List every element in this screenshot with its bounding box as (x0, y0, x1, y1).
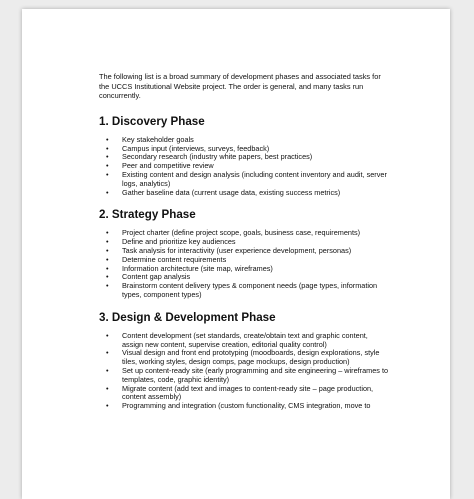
bullet-icon: • (106, 169, 109, 179)
list-item (99, 332, 389, 350)
phase-section (99, 208, 389, 299)
list-item-text: Determine content requirements (122, 254, 227, 264)
task-list (99, 136, 389, 198)
section-heading: 3. Design & Development Phase (99, 310, 276, 324)
bullet-icon: • (106, 152, 109, 162)
list-item-text: Key stakeholder goals (122, 134, 194, 144)
bullet-icon: • (106, 254, 109, 264)
document-page (22, 9, 450, 499)
task-list (99, 332, 389, 411)
list-item-text: Programming and integration (custom functionality, CMS integration, move to (122, 401, 371, 411)
bullet-icon: • (106, 161, 109, 171)
list-item-text: Brainstorm content delivery types & component needs (page types, information types, component types) (122, 281, 378, 299)
bullet-icon: • (106, 401, 109, 411)
list-item-text: Existing content and design analysis (including content inventory and audit, server logs, analytics) (122, 169, 387, 188)
section-heading: 2. Strategy Phase (99, 208, 196, 222)
intro-paragraph: The following list is a broad summary of development phases and associated tasks for the UCCS Institutional Website project. The order is general, and many tasks run concurrently. (99, 72, 381, 101)
bullet-icon: • (106, 348, 109, 358)
list-item-text: Campus input (interviews, surveys, feedback) (122, 143, 270, 153)
list-item-text: Content gap analysis (122, 272, 191, 282)
list-item (99, 402, 389, 411)
list-item (99, 385, 389, 403)
list-item-text: Migrate content (add text and images to content-ready site – page production, content assembly) (122, 383, 374, 402)
list-item-text: Information architecture (site map, wireframes) (122, 263, 273, 273)
bullet-icon: • (106, 245, 109, 255)
list-item-text: Set up content-ready site (early programming and site engineering – wireframes to templates, code, graphic identity) (122, 365, 389, 384)
phase-section (99, 311, 389, 411)
bullet-icon: • (106, 365, 109, 375)
list-item-text: Task analysis for interactivity (user experience development, personas) (122, 245, 352, 255)
list-item (99, 189, 389, 198)
list-item-text: Project charter (define project scope, goals, business case, requirements) (122, 228, 361, 238)
bullet-icon: • (106, 272, 109, 282)
bullet-icon: • (106, 134, 109, 144)
phase-sections (99, 115, 389, 411)
list-item-text: Gather baseline data (current usage data, existing success metrics) (122, 187, 341, 197)
bullet-icon: • (106, 187, 109, 197)
list-item (99, 349, 389, 367)
bullet-icon: • (106, 383, 109, 393)
phase-section (99, 115, 389, 198)
bullet-icon: • (106, 228, 109, 238)
bullet-icon: • (106, 281, 109, 291)
list-item-text: Define and prioritize key audiences (122, 237, 236, 247)
list-item-text: Visual design and front end prototyping (moodboards, design explorations, style tiles, working styles, design comps, page mockups, design production) (122, 348, 380, 367)
list-item (99, 171, 389, 189)
list-item (99, 282, 389, 300)
list-item (99, 367, 389, 385)
bullet-icon: • (106, 237, 109, 247)
bullet-icon: • (106, 143, 109, 153)
list-item-text: Secondary research (industry white papers, best practices) (122, 152, 313, 162)
bullet-icon: • (106, 330, 109, 340)
document-body (99, 72, 389, 422)
task-list (99, 229, 389, 299)
list-item-text: Peer and competitive review (122, 161, 214, 171)
bullet-icon: • (106, 263, 109, 273)
section-heading: 1. Discovery Phase (99, 114, 205, 128)
list-item-text: Content development (set standards, create/obtain text and graphic content, assign new content, supervise creation, editorial quality control) (122, 330, 368, 349)
